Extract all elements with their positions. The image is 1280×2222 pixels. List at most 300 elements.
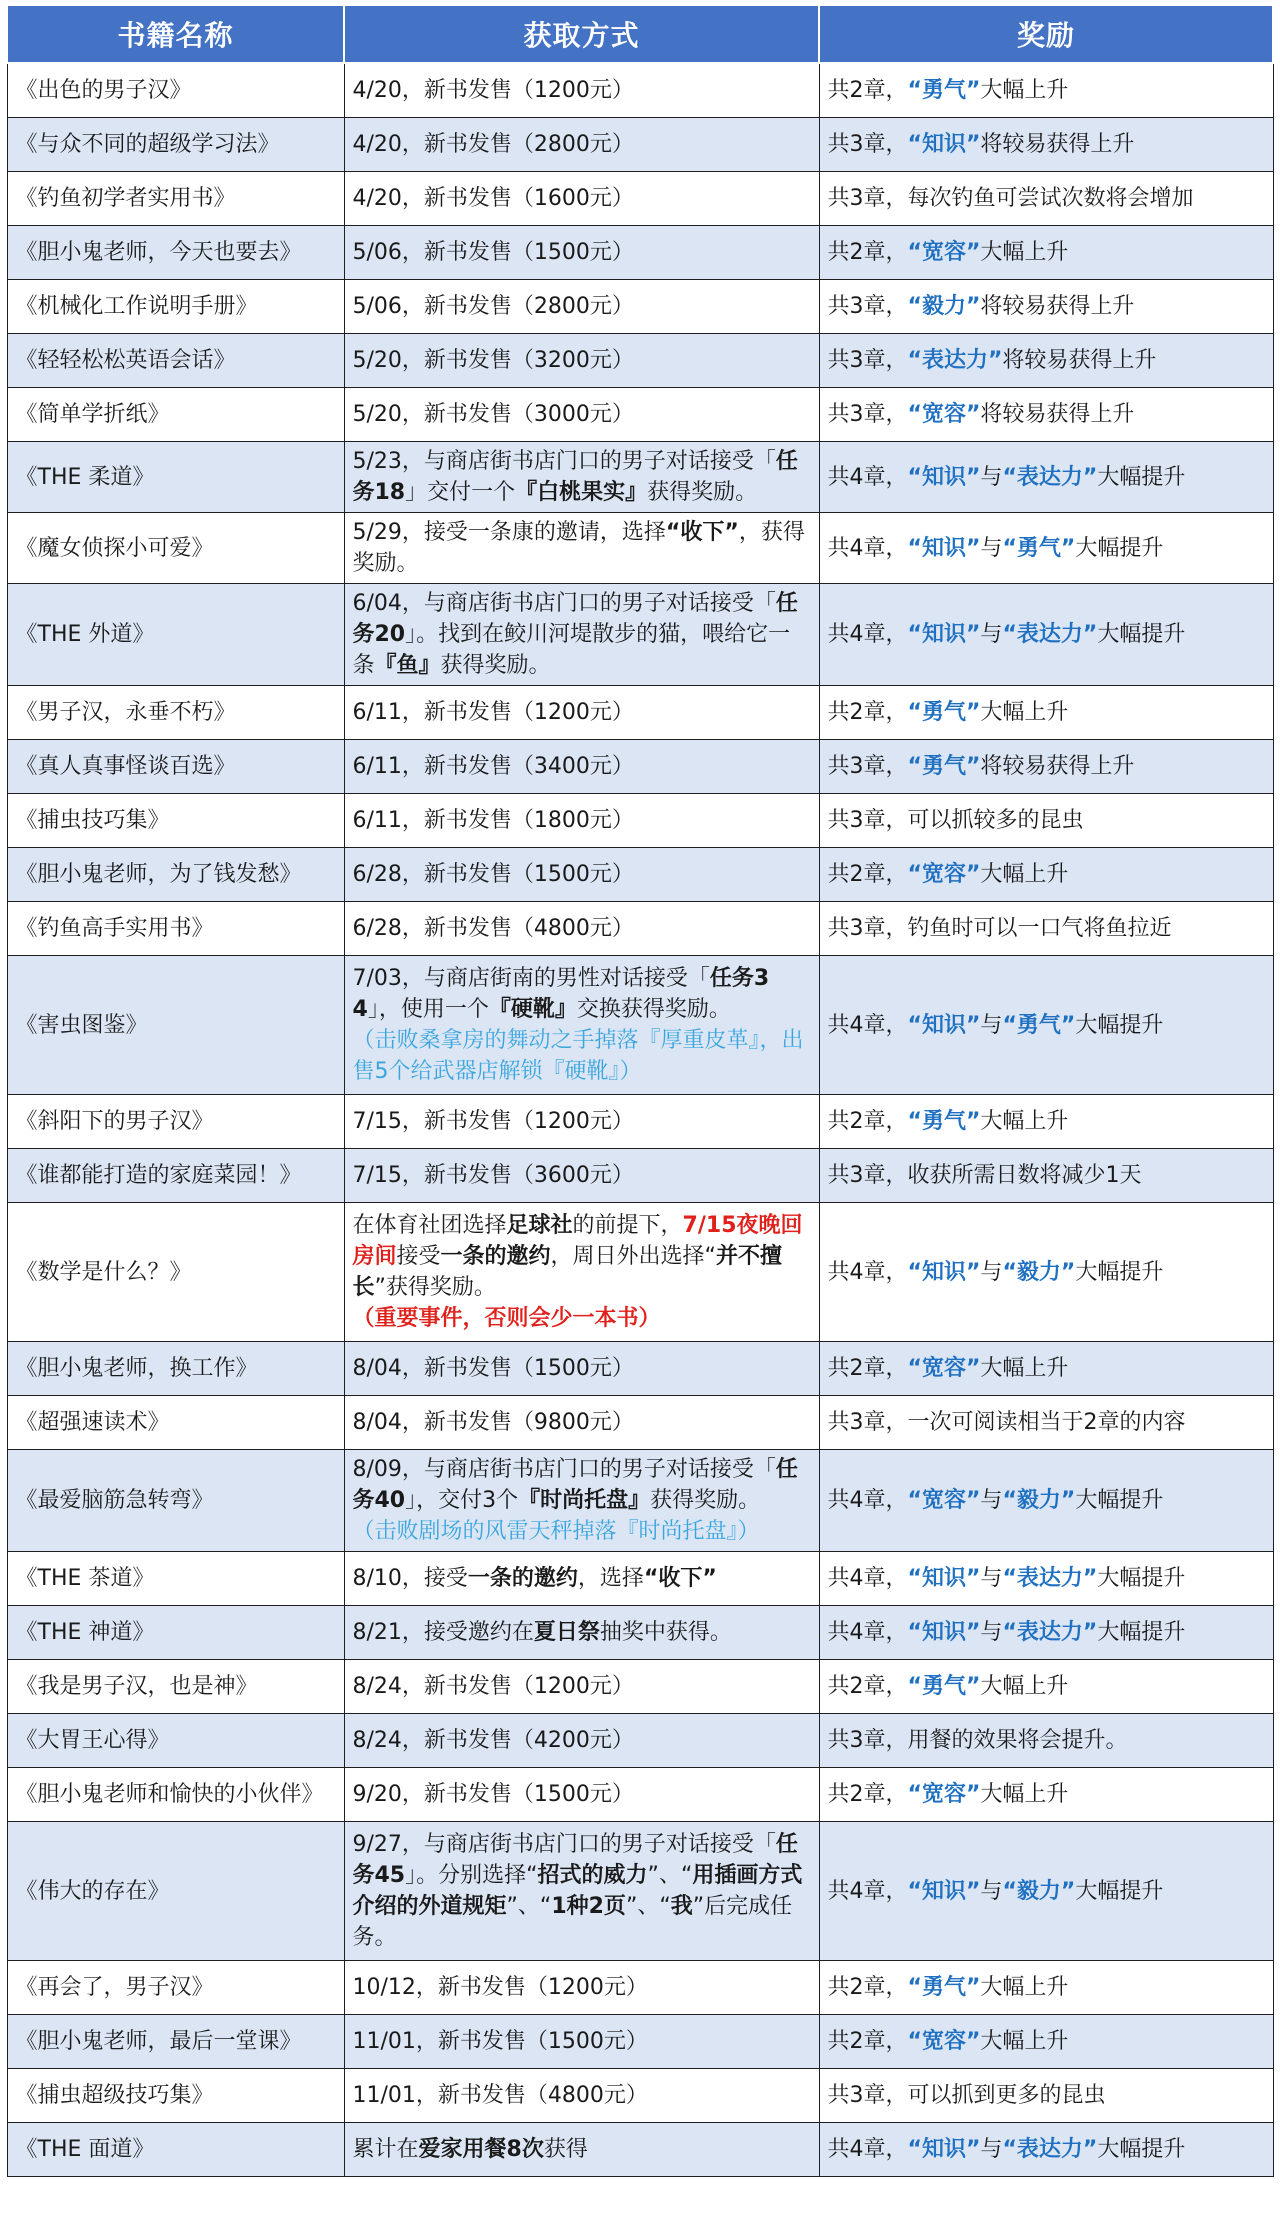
reward-text: 共4章， (827, 1566, 908, 1591)
reward-cell (819, 1961, 1273, 2015)
method-text: 获得奖励。 (440, 653, 551, 678)
book-name: 《胆小鬼老师，换工作》 (15, 1356, 258, 1381)
table-row (7, 172, 1273, 226)
book-name-cell (7, 1203, 344, 1342)
book-name: 《THE 面道》 (15, 2137, 155, 2162)
reward-text: 将较易获得上升 (980, 754, 1135, 779)
table-row (7, 1822, 1273, 1961)
reward-text: 大幅提升 (1075, 1488, 1164, 1513)
method-text: 8/24，新书发售（4200元） (352, 1728, 634, 1753)
book-name-cell (7, 1450, 344, 1552)
reward-cell (819, 2015, 1273, 2069)
reward-text: 共2章， (827, 1356, 908, 1381)
reward-text: 大幅提升 (1075, 1259, 1164, 1285)
method-text: 5/06，新书发售（1500元） (352, 240, 634, 265)
reward-text: 与 (980, 1488, 1003, 1513)
method-text: 6/28，新书发售（4800元） (352, 916, 634, 941)
book-name-cell (7, 442, 344, 513)
table-row (7, 686, 1273, 740)
book-name-cell (7, 2069, 344, 2123)
book-name: 《与众不同的超级学习法》 (15, 132, 280, 157)
method-cell (344, 334, 819, 388)
book-name-cell (7, 740, 344, 794)
method-cell (344, 280, 819, 334)
method-text: 5/06，新书发售（2800元） (352, 294, 634, 319)
reward-text: 共3章， (827, 132, 908, 157)
table-row (7, 1606, 1273, 1660)
book-name: 《捕虫技巧集》 (15, 808, 170, 833)
book-name-cell (7, 956, 344, 1095)
reward-cell (819, 1822, 1273, 1961)
method-cell (344, 1450, 819, 1552)
table-row (7, 1095, 1273, 1149)
table-row (7, 1768, 1273, 1822)
reward-cell (819, 513, 1273, 584)
reward-text: 大幅上升 (980, 1674, 1069, 1699)
reward-text: 共4章， (827, 1259, 908, 1285)
reward-cell (819, 2123, 1273, 2177)
book-name-cell (7, 388, 344, 442)
book-name: 《胆小鬼老师和愉快的小伙伴》 (15, 1782, 324, 1807)
reward-attribute: “毅力” (1002, 1259, 1076, 1285)
method-text: 『鱼』 (374, 653, 441, 678)
reward-text: 大幅上升 (980, 78, 1069, 103)
method-text: ”获得奖励。 (374, 1275, 496, 1300)
method-text: “收下” (665, 520, 739, 545)
method-cell (344, 1768, 819, 1822)
book-name: 《捕虫超级技巧集》 (15, 2083, 214, 2108)
reward-cell (819, 1396, 1273, 1450)
reward-cell (819, 226, 1273, 280)
table-row (7, 388, 1273, 442)
method-text: 接受 (396, 1244, 441, 1269)
method-cell (344, 388, 819, 442)
reward-text: 共3章， (827, 348, 908, 373)
method-text: 8/04，新书发售（1500元） (352, 1356, 634, 1381)
reward-text: 共2章， (827, 78, 908, 103)
book-name-cell (7, 2015, 344, 2069)
reward-text: 大幅提升 (1097, 622, 1186, 647)
reward-attribute: “知识” (907, 1878, 981, 1904)
reward-attribute: “知识” (907, 622, 981, 647)
method-text: 1种2页 (551, 1894, 626, 1919)
book-name: 《钓鱼初学者实用书》 (15, 186, 236, 211)
method-text: 任务40 (352, 1457, 798, 1513)
method-text: 6/11，新书发售（1200元） (352, 700, 634, 725)
method-cell (344, 2015, 819, 2069)
method-cell (344, 63, 819, 118)
reward-text: 与 (980, 1259, 1003, 1285)
book-name-cell (7, 1095, 344, 1149)
book-name-cell (7, 1768, 344, 1822)
reward-cell (819, 1768, 1273, 1822)
reward-text: 大幅提升 (1097, 2137, 1186, 2162)
method-text: 」。找到在鲛川河堤散步的猫，喂给它一条 (352, 622, 791, 678)
reward-text: 共4章， (827, 535, 908, 561)
reward-text: 共4章， (827, 464, 908, 490)
table-row (7, 1660, 1273, 1714)
table-row (7, 1961, 1273, 2015)
method-cell (344, 2069, 819, 2123)
method-text: ，选择 (577, 1566, 644, 1591)
reward-text: 与 (980, 1566, 1003, 1591)
reward-text: 大幅上升 (980, 1109, 1069, 1134)
reward-cell (819, 1552, 1273, 1606)
method-text: 6/28，新书发售（1500元） (352, 862, 634, 887)
method-cell (344, 1552, 819, 1606)
method-cell (344, 956, 819, 1095)
reward-text: 大幅提升 (1097, 1620, 1186, 1645)
method-text: 任务45 (352, 1832, 798, 1888)
reward-text: 共2章， (827, 700, 908, 725)
book-name-cell (7, 902, 344, 956)
method-text: 累计在 (352, 2137, 419, 2162)
reward-text: 大幅上升 (980, 2029, 1069, 2054)
method-warning: （重要事件，否则会少一本书） (352, 1306, 661, 1331)
method-text: 任务34 (352, 966, 770, 1022)
book-name: 《伟大的存在》 (15, 1878, 170, 1904)
method-cell (344, 226, 819, 280)
method-cell (344, 848, 819, 902)
method-text: 4/20，新书发售（1600元） (352, 186, 634, 211)
method-text: “收下” (643, 1566, 717, 1591)
reward-cell (819, 2069, 1273, 2123)
book-name: 《害虫图鉴》 (15, 1012, 148, 1038)
book-name-cell (7, 1149, 344, 1203)
reward-cell (819, 1606, 1273, 1660)
method-text: 10/12，新书发售（1200元） (352, 1975, 648, 2000)
reward-text: 共3章，用餐的效果将会提升。 (827, 1728, 1128, 1753)
method-text: 」，使用一个 (367, 997, 489, 1022)
book-name-cell (7, 1961, 344, 2015)
method-text: 7/15，新书发售（1200元） (352, 1109, 634, 1134)
reward-text: 与 (980, 1878, 1003, 1904)
book-name: 《钓鱼高手实用书》 (15, 916, 214, 941)
method-text: 爱家用餐8次 (418, 2137, 544, 2162)
book-name-cell (7, 118, 344, 172)
book-name-cell (7, 2123, 344, 2177)
method-text: 任务18 (352, 449, 798, 505)
reward-text: 大幅上升 (980, 700, 1069, 725)
reward-attribute: “表达力” (907, 348, 1003, 373)
reward-text: 大幅提升 (1075, 1012, 1164, 1038)
method-text: 4/20，新书发售（2800元） (352, 132, 634, 157)
method-text: ，周日外出选择“ (550, 1244, 716, 1269)
method-cell (344, 118, 819, 172)
book-name: 《谁都能打造的家庭菜园！》 (15, 1163, 302, 1188)
header-book-name: 书籍名称 (7, 5, 344, 63)
reward-cell (819, 584, 1273, 686)
method-cell (344, 1660, 819, 1714)
method-text: 5/29，接受一条康的邀请，选择 (352, 520, 666, 545)
table-row (7, 280, 1273, 334)
book-name-cell (7, 794, 344, 848)
reward-text: 与 (980, 464, 1003, 490)
book-name: 《最爱脑筋急转弯》 (15, 1488, 214, 1513)
reward-text: 大幅提升 (1075, 1878, 1164, 1904)
table-row (7, 442, 1273, 513)
reward-text: 与 (980, 535, 1003, 561)
method-text: 一条的邀约 (467, 1566, 578, 1591)
method-text: ”、“ (506, 1894, 552, 1919)
reward-text: 大幅上升 (980, 1782, 1069, 1807)
reward-text: 共3章，可以抓较多的昆虫 (827, 808, 1084, 833)
method-cell (344, 902, 819, 956)
method-note: （击败剧场的风雷天秤掉落『时尚托盘』） (352, 1519, 760, 1544)
table-row (7, 63, 1273, 118)
book-name: 《轻轻松松英语会话》 (15, 348, 236, 373)
reward-text: 共2章， (827, 1782, 908, 1807)
reward-attribute: “勇气” (907, 1975, 981, 2000)
books-table (6, 4, 1274, 2177)
reward-text: 与 (980, 1012, 1003, 1038)
reward-text: 共2章， (827, 240, 908, 265)
reward-text: 共3章，钓鱼时可以一口气将鱼拉近 (827, 916, 1172, 941)
reward-text: 共2章， (827, 862, 908, 887)
header-method: 获取方式 (344, 5, 819, 63)
book-name: 《胆小鬼老师，今天也要去》 (15, 240, 302, 265)
method-text: 7/15，新书发售（3600元） (352, 1163, 634, 1188)
method-text: 11/01，新书发售（4800元） (352, 2083, 648, 2108)
book-name: 《THE 外道》 (15, 622, 155, 647)
method-text: 的前提下， (572, 1213, 683, 1238)
method-text: 获得奖励。 (647, 480, 758, 505)
method-text: 交换获得奖励。 (576, 997, 731, 1022)
method-text: ，获得奖励。 (352, 520, 805, 576)
reward-text: 共2章， (827, 1109, 908, 1134)
book-name-cell (7, 226, 344, 280)
reward-attribute: “知识” (907, 1012, 981, 1038)
reward-text: 共4章， (827, 1878, 908, 1904)
reward-attribute: “知识” (907, 1620, 981, 1645)
method-cell (344, 2123, 819, 2177)
reward-cell (819, 1450, 1273, 1552)
reward-text: 共4章， (827, 1488, 908, 1513)
book-name-cell (7, 1396, 344, 1450)
reward-cell (819, 740, 1273, 794)
method-cell (344, 1149, 819, 1203)
reward-attribute: “勇气” (907, 754, 981, 779)
table-row (7, 2123, 1273, 2177)
book-name: 《机械化工作说明手册》 (15, 294, 258, 319)
reward-cell (819, 1342, 1273, 1396)
method-text: 9/27，与商店街书店门口的男子对话接受「 (352, 1832, 776, 1857)
method-cell (344, 1203, 819, 1342)
method-text: 抽奖中获得。 (599, 1620, 732, 1645)
method-cell (344, 1961, 819, 2015)
table-row (7, 2069, 1273, 2123)
method-cell (344, 1396, 819, 1450)
method-text: 任务20 (352, 591, 798, 647)
method-text: 『白桃果实』 (515, 480, 648, 505)
reward-attribute: “知识” (907, 535, 981, 561)
book-name: 《THE 柔道》 (15, 464, 155, 490)
reward-attribute: “宽容” (907, 1488, 981, 1513)
reward-text: 共3章，一次可阅读相当于2章的内容 (827, 1410, 1186, 1435)
book-name: 《真人真事怪谈百选》 (15, 754, 236, 779)
method-cell (344, 1822, 819, 1961)
method-text: 8/24，新书发售（1200元） (352, 1674, 634, 1699)
reward-attribute: “毅力” (907, 294, 981, 319)
reward-text: 大幅上升 (980, 1975, 1069, 2000)
reward-cell (819, 63, 1273, 118)
book-name-cell (7, 172, 344, 226)
table-row (7, 1450, 1273, 1552)
table-row (7, 740, 1273, 794)
book-name-cell (7, 848, 344, 902)
method-cell (344, 513, 819, 584)
book-name: 《超强速读术》 (15, 1410, 170, 1435)
method-text: 7/15夜晚回房间 (352, 1213, 803, 1269)
book-name-cell (7, 334, 344, 388)
book-name-cell (7, 1714, 344, 1768)
reward-attribute: “勇气” (907, 78, 981, 103)
book-name-cell (7, 280, 344, 334)
book-name: 《男子汉，永垂不朽》 (15, 700, 236, 725)
table-row (7, 848, 1273, 902)
method-text: 『硬靴』 (488, 997, 577, 1022)
book-name: 《THE 神道》 (15, 1620, 155, 1645)
method-text: 9/20，新书发售（1500元） (352, 1782, 634, 1807)
book-name-cell (7, 1606, 344, 1660)
method-cell (344, 740, 819, 794)
method-text: 6/11，新书发售（3400元） (352, 754, 634, 779)
reward-attribute: “表达力” (1002, 1620, 1098, 1645)
table-row (7, 226, 1273, 280)
reward-text: 共3章，可以抓到更多的昆虫 (827, 2083, 1106, 2108)
method-text: 在体育社团选择 (352, 1213, 507, 1238)
table-row (7, 1396, 1273, 1450)
reward-text: 将较易获得上升 (980, 132, 1135, 157)
reward-cell (819, 118, 1273, 172)
reward-text: 将较易获得上升 (980, 294, 1135, 319)
reward-text: 共3章， (827, 754, 908, 779)
book-name-cell (7, 1342, 344, 1396)
table-header-row (7, 5, 1273, 63)
reward-text: 大幅提升 (1075, 535, 1164, 561)
reward-attribute: “勇气” (1002, 535, 1076, 561)
table-row (7, 584, 1273, 686)
reward-cell (819, 848, 1273, 902)
book-name: 《胆小鬼老师，最后一堂课》 (15, 2029, 302, 2054)
book-name: 《THE 茶道》 (15, 1566, 155, 1591)
method-cell (344, 1342, 819, 1396)
method-text: 5/20，新书发售（3000元） (352, 402, 634, 427)
reward-text: 共3章， (827, 294, 908, 319)
method-text: 6/04，与商店街书店门口的男子对话接受「 (352, 591, 776, 616)
reward-text: 共2章， (827, 2029, 908, 2054)
method-text: ”、“ (647, 1863, 693, 1888)
reward-attribute: “表达力” (1002, 1566, 1098, 1591)
reward-text: 与 (980, 2137, 1003, 2162)
reward-text: 共4章， (827, 2137, 908, 2162)
method-text: 获得 (543, 2137, 588, 2162)
reward-cell (819, 902, 1273, 956)
method-text: 5/23，与商店街书店门口的男子对话接受「 (352, 449, 776, 474)
table-row (7, 334, 1273, 388)
table-row (7, 1149, 1273, 1203)
table-row (7, 513, 1273, 584)
reward-text: 大幅上升 (980, 1356, 1069, 1381)
reward-text: 共2章， (827, 1674, 908, 1699)
reward-cell (819, 794, 1273, 848)
table-row (7, 1203, 1273, 1342)
book-name: 《胆小鬼老师，为了钱发愁》 (15, 862, 302, 887)
reward-cell (819, 1203, 1273, 1342)
method-cell (344, 1095, 819, 1149)
method-text: 夏日祭 (533, 1620, 600, 1645)
reward-text: 大幅上升 (980, 240, 1069, 265)
method-text: 足球社 (506, 1213, 573, 1238)
method-text: 一条的邀约 (440, 1244, 551, 1269)
reward-text: 与 (980, 622, 1003, 647)
reward-attribute: “勇气” (907, 1109, 981, 1134)
reward-attribute: “勇气” (907, 1674, 981, 1699)
table-row (7, 1342, 1273, 1396)
book-name: 《简单学折纸》 (15, 402, 170, 427)
reward-attribute: “宽容” (907, 1782, 981, 1807)
reward-cell (819, 442, 1273, 513)
reward-attribute: “毅力” (1002, 1878, 1076, 1904)
book-name: 《魔女侦探小可爱》 (15, 535, 214, 561)
reward-attribute: “知识” (907, 2137, 981, 2162)
method-text: 8/21，接受邀约在 (352, 1620, 534, 1645)
reward-attribute: “宽容” (907, 862, 981, 887)
reward-text: 共4章， (827, 1620, 908, 1645)
method-text: 招式的威力 (537, 1863, 648, 1888)
reward-attribute: “知识” (907, 464, 981, 490)
reward-cell (819, 334, 1273, 388)
reward-attribute: “宽容” (907, 2029, 981, 2054)
reward-text: 共2章， (827, 1975, 908, 2000)
book-name-cell (7, 1660, 344, 1714)
method-text: 8/09，与商店街书店门口的男子对话接受「 (352, 1457, 776, 1482)
method-text: 4/20，新书发售（1200元） (352, 78, 634, 103)
header-reward: 奖励 (819, 5, 1273, 63)
method-cell (344, 1606, 819, 1660)
book-name-cell (7, 513, 344, 584)
method-text: 5/20，新书发售（3200元） (352, 348, 634, 373)
reward-text: 将较易获得上升 (980, 402, 1135, 427)
reward-cell (819, 1714, 1273, 1768)
reward-attribute: “毅力” (1002, 1488, 1076, 1513)
reward-text: 共4章， (827, 1012, 908, 1038)
table-row (7, 2015, 1273, 2069)
book-name: 《出色的男子汉》 (15, 78, 192, 103)
reward-attribute: “表达力” (1002, 622, 1098, 647)
reward-attribute: “表达力” (1002, 2137, 1098, 2162)
method-cell (344, 794, 819, 848)
reward-attribute: “知识” (907, 1566, 981, 1591)
method-text: 并不擅长 (352, 1244, 782, 1300)
method-cell (344, 686, 819, 740)
reward-text: 大幅提升 (1097, 1566, 1186, 1591)
method-text: 『时尚托盘』 (518, 1488, 651, 1513)
book-name: 《再会了，男子汉》 (15, 1975, 214, 2000)
method-text: 7/03，与商店街南的男性对话接受「 (352, 966, 710, 991)
method-cell (344, 1714, 819, 1768)
method-text: 6/11，新书发售（1800元） (352, 808, 634, 833)
reward-attribute: “宽容” (907, 240, 981, 265)
method-note: （击败桑拿房的舞动之手掉落『厚重皮革』，出售5个给武器店解锁『硬靴』） (352, 1028, 804, 1084)
book-name-cell (7, 686, 344, 740)
method-cell (344, 172, 819, 226)
reward-attribute: “知识” (907, 1259, 981, 1285)
reward-attribute: “宽容” (907, 402, 981, 427)
table-row (7, 118, 1273, 172)
book-name-cell (7, 1552, 344, 1606)
method-text: 用插画方式介绍的外道规矩 (352, 1863, 803, 1919)
